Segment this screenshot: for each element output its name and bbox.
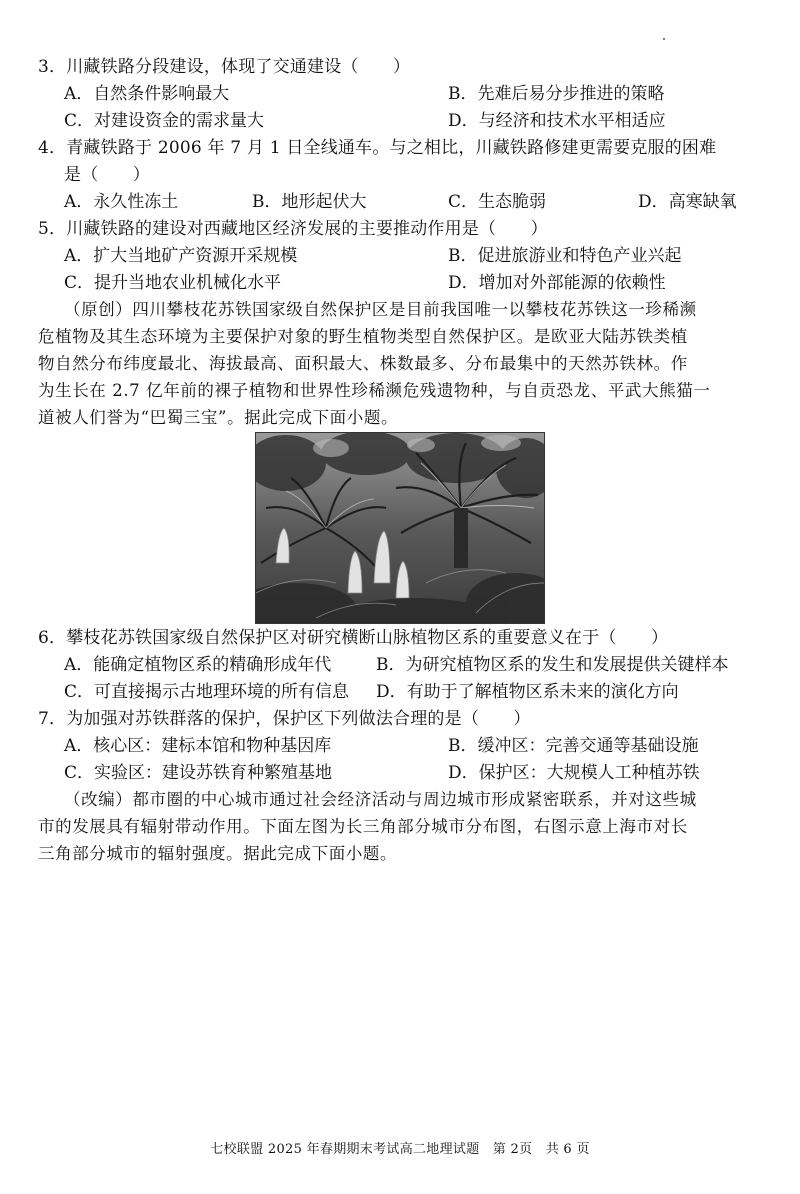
q6-option-b: B．为研究植物区系的发生和发展提供关键样本 (376, 655, 729, 675)
q5-stem: 5．川藏铁路的建设对西藏地区经济发展的主要推动作用是（ ） (38, 219, 548, 239)
q7-option-d: D．保护区：大规模人工种植苏铁 (448, 763, 700, 783)
q5-option-c: C．提升当地农业机械化水平 (64, 273, 282, 293)
passage2-line3: 三角部分城市的辐射强度。据此完成下面小题。 (38, 844, 398, 863)
q4-option-c: C．生态脆弱 (448, 192, 547, 212)
q5-option-b: B．促进旅游业和特色产业兴起 (448, 246, 682, 266)
q3-option-c: C．对建设资金的需求量大 (64, 111, 265, 131)
passage1-line4: 为生长在 2.7 亿年前的裸子植物和世界性珍稀濒危残遗物种，与自贡恐龙、平武大熊猫一 (38, 381, 711, 400)
q3-stem: 3．川藏铁路分段建设，体现了交通建设（ ） (38, 57, 411, 77)
q4-option-d: D．高寒缺氧 (638, 192, 737, 212)
q4-option-a: A．永久性冻土 (64, 192, 179, 212)
q3-option-a: A．自然条件影响最大 (64, 84, 230, 104)
q6-option-c: C．可直接揭示古地理环境的所有信息 (64, 682, 350, 702)
passage1-line5: 道被人们誉为“巴蜀三宝”。据此完成下面小题。 (38, 408, 399, 427)
speck (663, 38, 665, 40)
cycad-forest-photo (255, 432, 545, 624)
q5-option-d: D．增加对外部能源的依赖性 (448, 273, 666, 293)
q3-option-b: B．先难后易分步推进的策略 (448, 84, 665, 104)
passage2-line1: （改编）都市圈的中心城市通过社会经济活动与周边城市形成紧密联系，并对这些城 (64, 790, 697, 809)
passage2-line2: 市的发展具有辐射带动作用。下面左图为长三角部分城市分布图，右图示意上海市对长 (38, 817, 688, 836)
q4-option-b: B．地形起伏大 (252, 192, 367, 212)
q6-option-d: D．有助于了解植物区系未来的演化方向 (376, 682, 679, 702)
passage1-line3: 物自然分布纬度最北、海拔最高、面积最大、株数最多、分布最集中的天然苏铁林。作 (38, 354, 688, 373)
passage1-line1: （原创）四川攀枝花苏铁国家级自然保护区是目前我国唯一以攀枝花苏铁这一珍稀濒 (64, 300, 697, 319)
q7-option-a: A．核心区：建标本馆和物种基因库 (64, 736, 332, 756)
q7-option-c: C．实验区：建设苏铁育种繁殖基地 (64, 763, 333, 783)
q3-option-d: D．与经济和技术水平相适应 (448, 111, 666, 131)
q6-stem: 6．攀枝花苏铁国家级自然保护区对研究横断山脉植物区系的重要意义在于（ ） (38, 628, 669, 648)
q6-option-a: A．能确定植物区系的精确形成年代 (64, 655, 332, 675)
q4-stem-line2: 是（ ） (64, 165, 150, 185)
q7-stem: 7．为加强对苏铁群落的保护，保护区下列做法合理的是（ ） (38, 709, 531, 729)
q4-stem-line1: 4．青藏铁路于 2006 年 7 月 1 日全线通车。与之相比，川藏铁路修建更需要克服的困难 (38, 138, 717, 158)
passage1-line2: 危植物及其生态环境为主要保护对象的野生植物类型自然保护区。是欧亚大陆苏铁类植 (38, 327, 688, 346)
page-footer: 七校联盟 2025 年春期期末考试高二地理试题 第 2页 共 6 页 (210, 1142, 590, 1157)
q7-option-b: B．缓冲区：完善交通等基础设施 (448, 736, 699, 756)
q5-option-a: A．扩大当地矿产资源开采规模 (64, 246, 298, 266)
